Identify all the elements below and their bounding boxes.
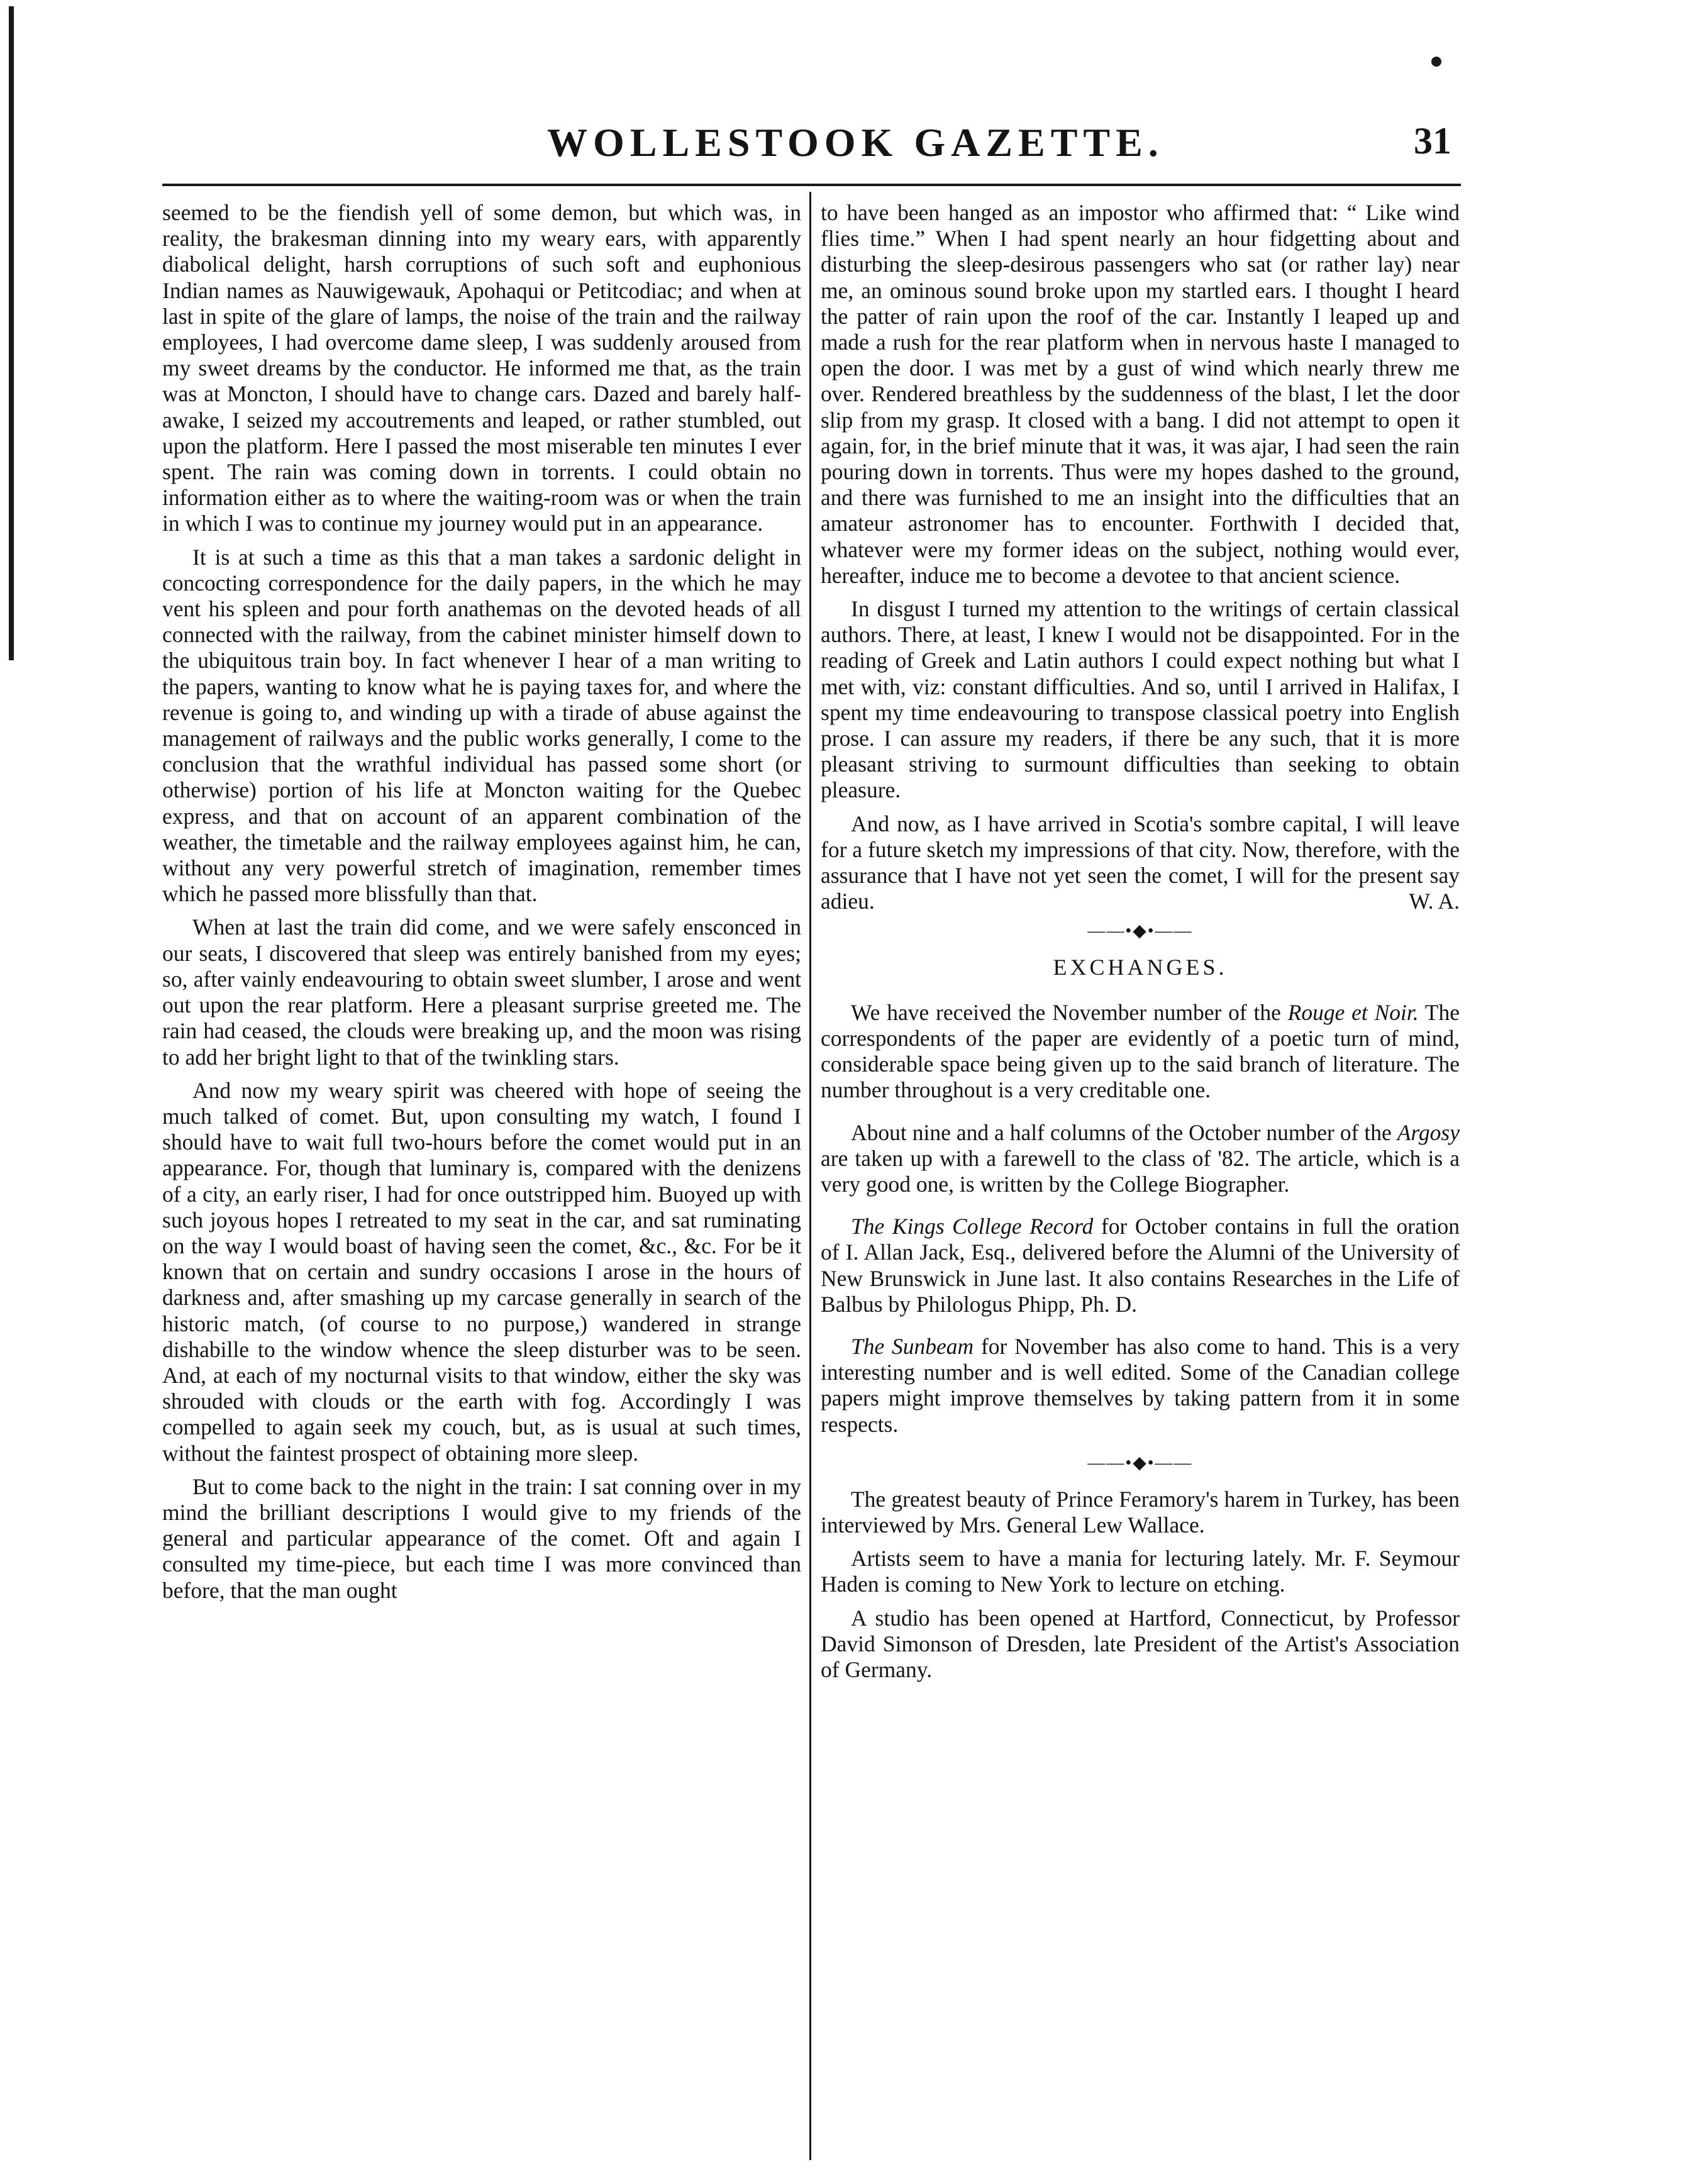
exchanges-heading: EXCHANGES. <box>1053 955 1228 980</box>
right-column <box>821 200 1460 1690</box>
exchange-text: for October contains in full the oration of I. Allan Jack, Esq., delivered before the Alumni of the University of New Brunswick in June last. It also contains Researches in the Life of Balbus by Philologus Phipp, Ph. D. <box>821 1214 1460 1317</box>
paragraph: It is at such a time as this that a man takes a sardonic delight in concocting correspondence for the daily papers, in the which he may vent his spleen and pour forth anathemas on the devoted heads of all connected with the railway, from the cabinet minister himself down to the ubiquitous train boy. In fact whenever I hear of a man writing to the papers, wanting to know what he is paying taxes for, and where the revenue is going to, and winding up with a tirade of abuse against the management of railways and the public works generally, I come to the conclusion that the wrathful individual has passed some short (or otherwise) portion of his life at Moncton waiting for the Quebec express, and that on account of an apparent combination of the weather, the timetable and the railway employees against him, he can, without any very powerful stretch of imagination, remember times which he passed more blissfully than that. <box>162 544 801 907</box>
exchange-text: We have received the November number of the <box>851 999 1288 1025</box>
exchange-item <box>821 1000 1460 1104</box>
paragraph: When at last the train did come, and we were safely ensconced in our seats, I discovered that sleep was entirely banished from my eyes; so, after vainly endeavouring to obtain sweet slumber, I arose and went out upon the rear platform. Here a pleasant surprise greeted me. The rain had ceased, the clouds were breaking up, and the moon was rising to add her bright light to that of the twinkling stars. <box>162 914 801 1070</box>
paragraph <box>821 811 1460 915</box>
publication-title: Rouge et Noir. <box>1287 999 1419 1025</box>
paragraph: And now my weary spirit was cheered with hope of seeing the much talked of comet. But, upon consulting my watch, I found I should have to wait full two-hours before the comet would put in an appearance. For, though that luminary is, compared with the denizens of a city, an early riser, I had for once outstripped him. Buoyed up with such joyous hopes I retreated to my seat in the car, and sat ruminating on the way I would boast of having seen the comet, &c., &c. For be it known that on certain and sundry occasions I arose in the hours of darkness and, after smashing up my carcase generally in search of the historic match, (of course to no purpose,) wandered in strange dishabille to the window whence the sleep disturber was to be seen. And, at each of my nocturnal visits to that window, either the sky was shrouded with clouds or the earth with fog. Accordingly I was compelled to again seek my couch, but, as is usual at such times, without the faintest prospect of obtaining more sleep. <box>162 1077 801 1466</box>
ornamental-rule: ——•◆•—— <box>1087 921 1193 941</box>
header-rule <box>162 184 1461 186</box>
exchange-text: are taken up with a farewell to the class of '82. The article, which is a very good one, is written by the College Biographer. <box>821 1145 1460 1197</box>
column-divider <box>809 192 811 2160</box>
exchange-text: The correspondents of the paper are evidently of a poetic turn of mind, considerable space being given up to the said branch of literature. The number throughout is a very creditable one. <box>821 999 1460 1103</box>
ornamental-rule: ——•◆•—— <box>1087 1453 1193 1473</box>
left-column <box>162 200 801 1611</box>
paragraph: seemed to be the fiendish yell of some demon, but which was, in reality, the brakesman dinning into my weary ears, with apparently diabolical delight, harsh corruptions of such soft and euphonious Indian names as Nauwigewauk, Apohaqui or Petitcodiac; and when at last in spite of the glare of lamps, the noise of the train and the railway employees, I had overcome dame sleep, I was suddenly aroused from my sweet dreams by the conductor. He informed me that, as the train was at Moncton, I should have to change cars. Dazed and barely half-awake, I seized my accoutrements and leaped, or rather stumbled, out upon the platform. Here I passed the most miserable ten minutes I ever spent. The rain was coming down in torrents. I could obtain no information either as to where the waiting-room was or when the train in which I was to continue my journey would put in an appearance. <box>162 200 801 536</box>
paragraph: But to come back to the night in the train: I sat conning over in my mind the brilliant descriptions I would give to my friends of the general and particular appearance of the comet. Oft and again I consulted my time-piece, but each time I was more convinced than before, that the man ought <box>162 1473 801 1603</box>
paragraph-text: And now, as I have arrived in Scotia's sombre capital, I will leave for a future sketch my impressions of that city. Now, therefore, with the assurance that I have not yet seen the comet, I will for the present say adieu. <box>821 811 1460 914</box>
ink-dot <box>1431 57 1441 67</box>
news-note: A studio has been opened at Hartford, Connecticut, by Professor David Simonson of Dresden, late President of the Artist's Association of Germany. <box>821 1605 1460 1682</box>
news-note: The greatest beauty of Prince Feramory's harem in Turkey, has been interviewed by Mrs. General Lew Wallace. <box>821 1486 1460 1538</box>
paragraph: In disgust I turned my attention to the writings of certain classical authors. There, at least, I knew I would not be disappointed. For in the reading of Greek and Latin authors I could expect nothing but what I met with, viz: constant difficulties. And so, until I arrived in Halifax, I spent my time endeavouring to transpose classical poetry into English prose. I can assure my readers, if there be any such, that it is more pleasant striving to surmount difficulties than seeking to obtain pleasure. <box>821 596 1460 803</box>
publication-title: The Kings College Record <box>851 1214 1094 1239</box>
masthead-title: WOLLESTOOK GAZETTE. <box>547 120 1164 165</box>
exchange-item <box>821 1120 1460 1198</box>
author-signature: W. A. <box>1409 889 1460 914</box>
publication-title: Argosy <box>1397 1119 1460 1145</box>
exchange-item <box>821 1334 1460 1438</box>
exchange-text: for November has also come to hand. This is a very interesting number and is well edited. Some of the Canadian college papers might improve themselves by taking pattern from it in some respects. <box>821 1333 1460 1437</box>
news-note: Artists seem to have a mania for lecturing lately. Mr. F. Seymour Haden is coming to New York to lecture on etching. <box>821 1546 1460 1597</box>
publication-title: The Sunbeam <box>851 1333 974 1359</box>
exchange-item <box>821 1214 1460 1317</box>
page-number: 31 <box>1414 120 1451 162</box>
exchange-text: About nine and a half columns of the October number of the <box>851 1119 1397 1145</box>
binding-edge-mark <box>9 6 14 660</box>
paragraph: to have been hanged as an impostor who affirmed that: “ Like wind flies time.” When I had spent nearly an hour fidgetting about and disturbing the sleep-desirous passengers who sat (or rather lay) near me, an ominous sound broke upon my startled ears. I thought I heard the patter of rain upon the roof of the car. Instantly I leaped up and made a rush for the rear platform when in nervous haste I managed to open the door. I was met by a gust of wind which nearly threw me over. Rendered breathless by the suddenness of the blast, I let the door slip from my grasp. It closed with a bang. I did not attempt to open it again, for, in the brief minute that it was, it was ajar, I had seen the rain pouring down in torrents. Thus were my hopes dashed to the ground, and there was furnished to me an insight into the difficulties that an amateur astronomer has to encounter. Forthwith I decided that, whatever were my former ideas on the subject, nothing would ever, hereafter, induce me to become a devotee to that ancient science. <box>821 200 1460 588</box>
